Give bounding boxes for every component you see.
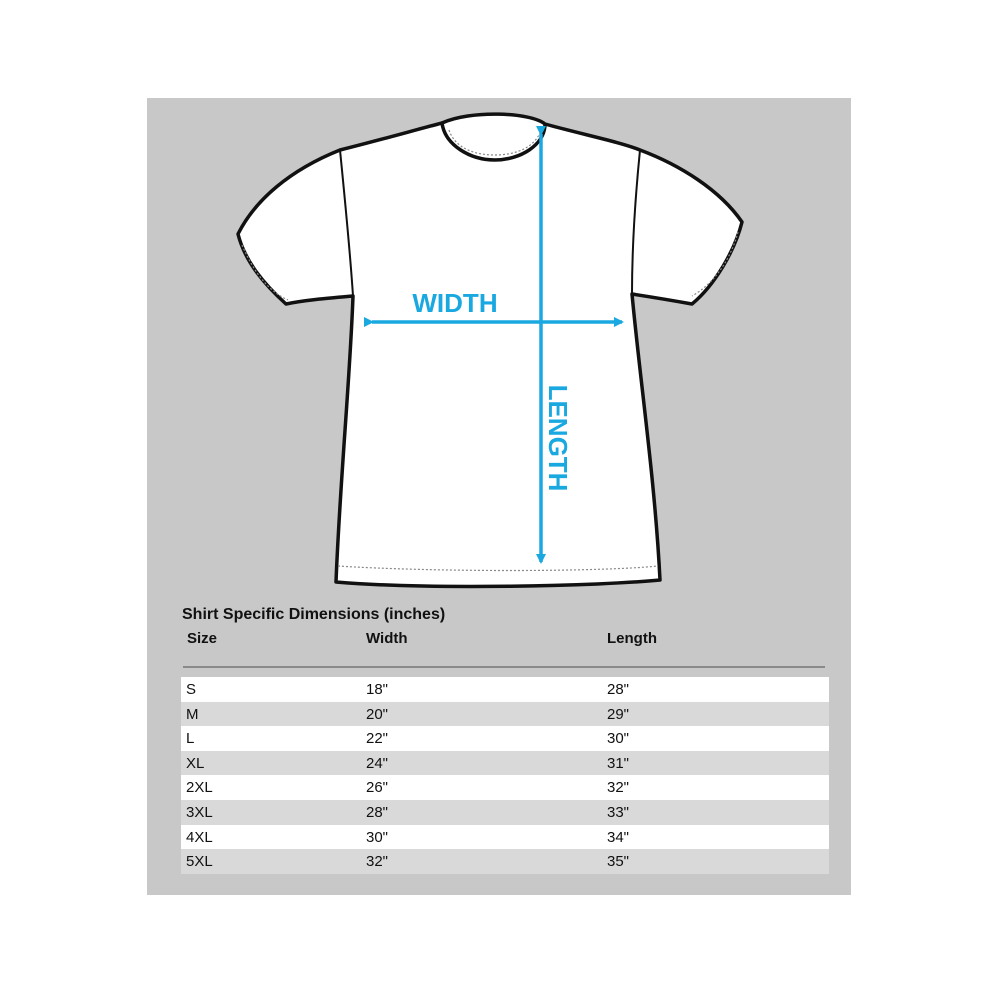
width-cell: 26" — [366, 779, 389, 797]
length-cell: 28" — [607, 681, 630, 698]
header-size: Size — [187, 630, 218, 647]
width-cell: 18" — [366, 681, 389, 698]
table-row — [181, 849, 829, 874]
table-row — [181, 825, 829, 850]
length-cell: 32" — [607, 779, 630, 797]
table-row — [181, 775, 829, 800]
length-cell: 31" — [607, 754, 630, 772]
header-length: Length — [607, 630, 657, 647]
size-cell: 2XL — [186, 779, 213, 797]
table-row — [181, 726, 829, 751]
width-label: WIDTH — [412, 288, 498, 318]
size-cell: XL — [186, 754, 205, 772]
length-cell: 35" — [607, 853, 630, 871]
width-cell: 24" — [366, 754, 389, 772]
size-cell: 5XL — [186, 853, 213, 871]
length-label: LENGTH — [543, 384, 573, 492]
table-row — [181, 800, 829, 825]
size-cell: 3XL — [186, 803, 213, 821]
tshirt-outline — [238, 114, 742, 586]
size-cell: 4XL — [186, 828, 213, 846]
size-cell: S — [186, 681, 197, 698]
header-width: Width — [366, 630, 408, 647]
width-cell: 20" — [366, 705, 389, 723]
length-cell: 34" — [607, 828, 630, 846]
length-cell: 29" — [607, 705, 630, 723]
table-row — [181, 751, 829, 776]
table-row — [181, 702, 829, 727]
size-table — [181, 677, 829, 874]
size-cell: L — [186, 730, 195, 748]
table-row — [181, 677, 829, 702]
table-title: Shirt Specific Dimensions (inches) — [182, 606, 446, 623]
length-cell: 30" — [607, 730, 630, 748]
width-cell: 22" — [366, 730, 389, 748]
length-cell: 33" — [607, 803, 630, 821]
width-cell: 30" — [366, 828, 389, 846]
header-divider — [183, 666, 825, 668]
width-cell: 28" — [366, 803, 389, 821]
width-cell: 32" — [366, 853, 389, 871]
size-cell: M — [186, 705, 199, 723]
